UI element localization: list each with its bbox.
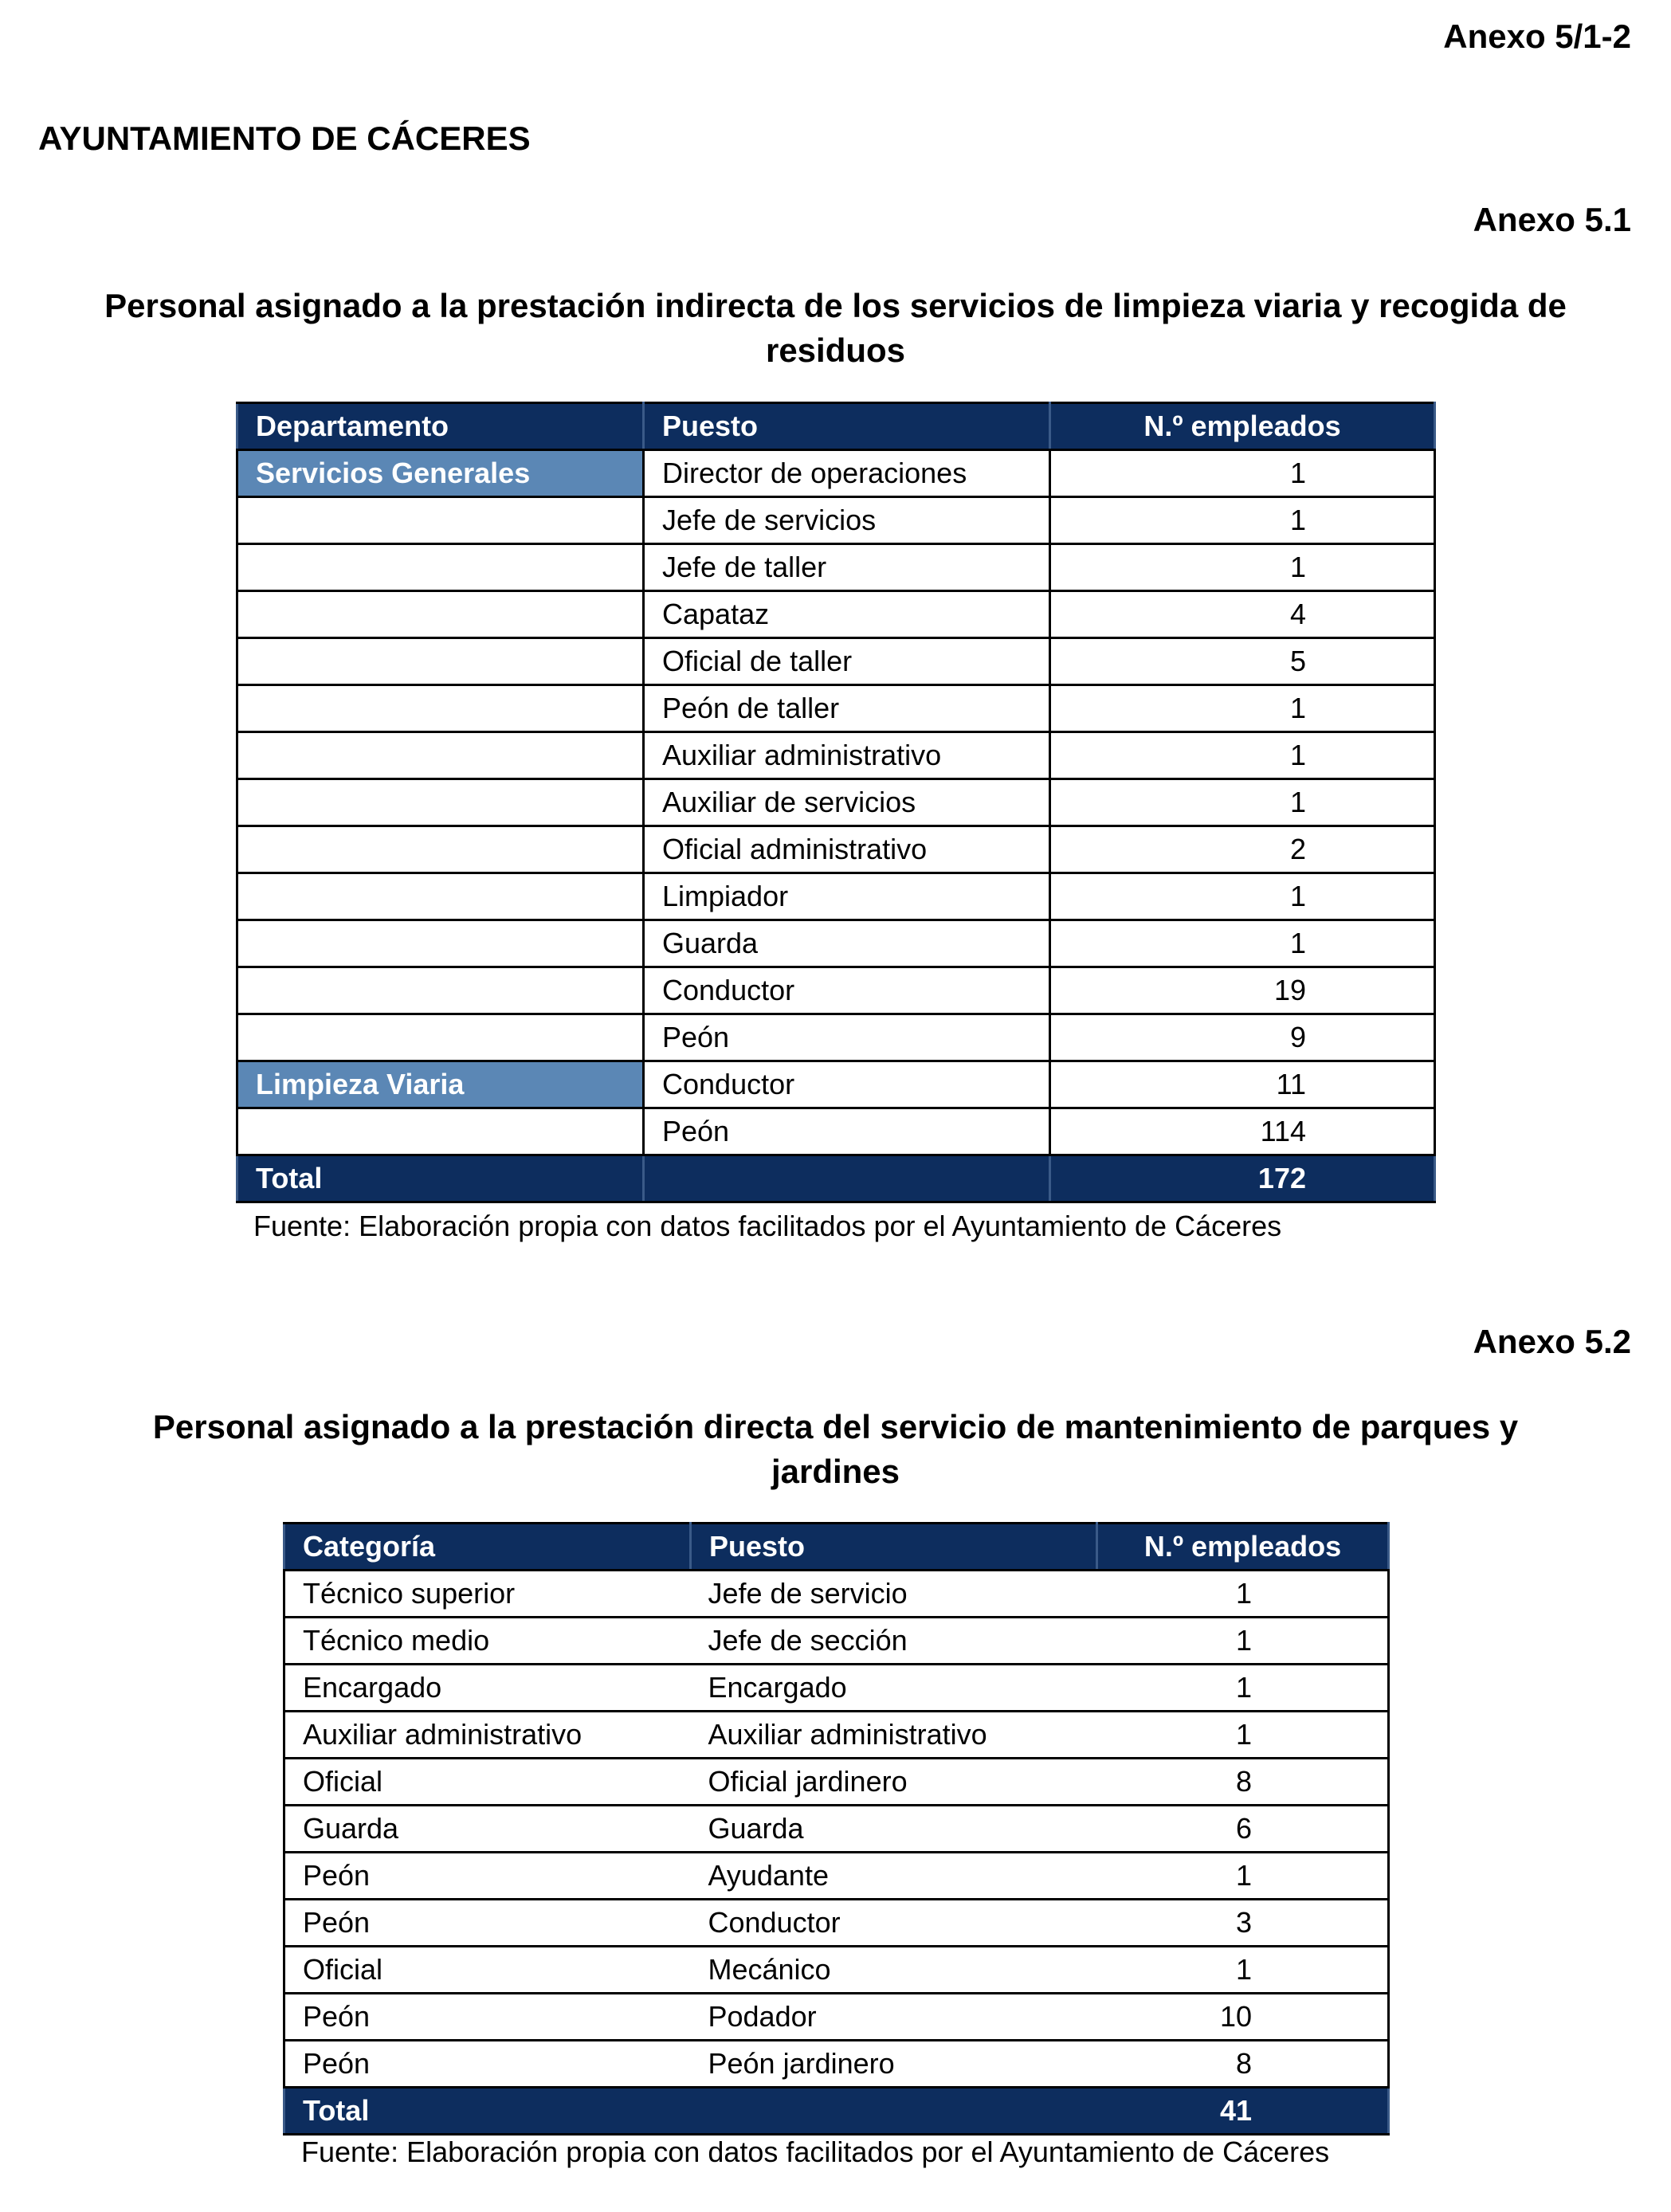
employees-cell: 11 [1050, 1061, 1435, 1108]
employees-cell: 3 [1097, 1900, 1389, 1947]
column-header-departamento: Departamento [237, 403, 644, 450]
puesto-cell: Auxiliar administrativo [644, 732, 1050, 779]
department-cell-empty [237, 1014, 644, 1061]
annex-5-2-title-line2: jardines [771, 1453, 900, 1490]
puesto-cell: Conductor [644, 1061, 1050, 1108]
employees-cell: 4 [1050, 591, 1435, 638]
puesto-cell: Peón [644, 1108, 1050, 1155]
employees-cell: 1 [1097, 1853, 1389, 1900]
table-header-row [237, 403, 1435, 450]
column-header-empleados: N.º empleados [1050, 403, 1435, 450]
department-cell-empty [237, 638, 644, 685]
department-cell-empty [237, 779, 644, 826]
puesto-cell: Conductor [644, 967, 1050, 1014]
table-header-row [284, 1524, 1389, 1571]
employees-cell: 1 [1050, 450, 1435, 497]
column-header-puesto: Puesto [644, 403, 1050, 450]
annex-5-1-title-line1: Personal asignado a la prestación indirecta de los servicios de limpieza viaria y recogida de [104, 287, 1567, 324]
employees-cell: 2 [1050, 826, 1435, 873]
puesto-cell: Conductor [691, 1900, 1097, 1947]
category-cell: Encargado [284, 1665, 691, 1712]
table-row [237, 497, 1435, 544]
table-row [284, 1853, 1389, 1900]
puesto-cell: Guarda [644, 920, 1050, 967]
table-row [284, 1571, 1389, 1618]
table-row [237, 779, 1435, 826]
category-cell: Auxiliar administrativo [284, 1712, 691, 1759]
department-cell-empty [237, 873, 644, 920]
total-row [237, 1155, 1435, 1202]
department-cell-empty [237, 967, 644, 1014]
column-header-puesto: Puesto [691, 1524, 1097, 1571]
annex-5-2-title [32, 1405, 1639, 1494]
table-row [284, 1665, 1389, 1712]
total-label: Total [237, 1155, 644, 1202]
puesto-cell: Peón jardinero [691, 2041, 1097, 2088]
employees-cell: 10 [1097, 1994, 1389, 2041]
department-cell: Limpieza Viaria [237, 1061, 644, 1108]
table-row [237, 732, 1435, 779]
puesto-cell: Capataz [644, 591, 1050, 638]
table-row [237, 920, 1435, 967]
column-header-empleados: N.º empleados [1097, 1524, 1389, 1571]
annex-5-1-title-line2: residuos [765, 331, 906, 369]
table-row [237, 638, 1435, 685]
table-row [284, 2041, 1389, 2088]
employees-cell: 1 [1050, 685, 1435, 732]
puesto-cell: Jefe de servicios [644, 497, 1050, 544]
annex-5-1-label: Anexo 5.1 [1473, 201, 1631, 238]
employees-cell: 8 [1097, 1759, 1389, 1806]
puesto-cell: Encargado [691, 1665, 1097, 1712]
total-value: 41 [1097, 2088, 1389, 2135]
department-cell-empty [237, 591, 644, 638]
employees-cell: 1 [1050, 497, 1435, 544]
puesto-cell: Jefe de taller [644, 544, 1050, 591]
category-cell: Técnico medio [284, 1618, 691, 1665]
table-annex-5-1 [236, 402, 1436, 1203]
puesto-cell: Mecánico [691, 1947, 1097, 1994]
table-row [237, 1061, 1435, 1108]
employees-cell: 9 [1050, 1014, 1435, 1061]
table-row [284, 1712, 1389, 1759]
puesto-cell: Oficial administrativo [644, 826, 1050, 873]
department-cell-empty [237, 732, 644, 779]
table-row [284, 1900, 1389, 1947]
department-cell-empty [237, 826, 644, 873]
department-cell-empty [237, 920, 644, 967]
annex-5-2-title-line1: Personal asignado a la prestación directa del servicio de mantenimiento de parques y [152, 1408, 1519, 1445]
puesto-cell: Ayudante [691, 1853, 1097, 1900]
puesto-cell: Auxiliar administrativo [691, 1712, 1097, 1759]
puesto-cell: Director de operaciones [644, 450, 1050, 497]
employees-cell: 1 [1097, 1712, 1389, 1759]
puesto-cell: Podador [691, 1994, 1097, 2041]
department-cell: Servicios Generales [237, 450, 644, 497]
employees-cell: 1 [1097, 1947, 1389, 1994]
puesto-cell: Peón de taller [644, 685, 1050, 732]
table-row [237, 1014, 1435, 1061]
employees-cell: 1 [1050, 544, 1435, 591]
table-row [237, 685, 1435, 732]
employees-cell: 1 [1097, 1571, 1389, 1618]
department-cell-empty [237, 685, 644, 732]
table-row [237, 1108, 1435, 1155]
employees-cell: 1 [1050, 873, 1435, 920]
department-cell-empty [237, 497, 644, 544]
employees-cell: 8 [1097, 2041, 1389, 2088]
puesto-cell: Oficial de taller [644, 638, 1050, 685]
table-row [284, 1947, 1389, 1994]
category-cell: Oficial [284, 1759, 691, 1806]
employees-cell: 1 [1050, 779, 1435, 826]
annex-5-2-source: Fuente: Elaboración propia con datos facilitados por el Ayuntamiento de Cáceres [301, 2136, 1330, 2168]
table-row [237, 544, 1435, 591]
employees-cell: 6 [1097, 1806, 1389, 1853]
total-label: Total [284, 2088, 691, 2135]
puesto-cell: Oficial jardinero [691, 1759, 1097, 1806]
category-cell: Técnico superior [284, 1571, 691, 1618]
total-value: 172 [1050, 1155, 1435, 1202]
table-row [284, 1759, 1389, 1806]
category-cell: Peón [284, 2041, 691, 2088]
puesto-cell: Jefe de sección [691, 1618, 1097, 1665]
total-empty-cell [644, 1155, 1050, 1202]
category-cell: Peón [284, 1900, 691, 1947]
employees-cell: 1 [1050, 732, 1435, 779]
annex-reference: Anexo 5/1-2 [1443, 18, 1631, 55]
annex-5-1-title [32, 284, 1639, 373]
employees-cell: 1 [1097, 1665, 1389, 1712]
table-row [237, 826, 1435, 873]
annex-5-2-label: Anexo 5.2 [1473, 1323, 1631, 1360]
table-row [237, 967, 1435, 1014]
table-row [284, 1618, 1389, 1665]
category-cell: Oficial [284, 1947, 691, 1994]
employees-cell: 1 [1050, 920, 1435, 967]
puesto-cell: Limpiador [644, 873, 1050, 920]
table-row [284, 1806, 1389, 1853]
total-empty-cell [691, 2088, 1097, 2135]
table-row [237, 591, 1435, 638]
category-cell: Peón [284, 1994, 691, 2041]
department-cell-empty [237, 544, 644, 591]
organization-title: AYUNTAMIENTO DE CÁCERES [38, 120, 531, 157]
total-row [284, 2088, 1389, 2135]
employees-cell: 5 [1050, 638, 1435, 685]
category-cell: Guarda [284, 1806, 691, 1853]
department-cell-empty [237, 1108, 644, 1155]
employees-cell: 114 [1050, 1108, 1435, 1155]
category-cell: Peón [284, 1853, 691, 1900]
puesto-cell: Auxiliar de servicios [644, 779, 1050, 826]
annex-5-1-source: Fuente: Elaboración propia con datos facilitados por el Ayuntamiento de Cáceres [253, 1210, 1282, 1242]
puesto-cell: Jefe de servicio [691, 1571, 1097, 1618]
table-row [237, 450, 1435, 497]
table-row [237, 873, 1435, 920]
table-annex-5-2 [283, 1522, 1390, 2136]
column-header-categoria: Categoría [284, 1524, 691, 1571]
employees-cell: 1 [1097, 1618, 1389, 1665]
puesto-cell: Peón [644, 1014, 1050, 1061]
employees-cell: 19 [1050, 967, 1435, 1014]
table-row [284, 1994, 1389, 2041]
puesto-cell: Guarda [691, 1806, 1097, 1853]
